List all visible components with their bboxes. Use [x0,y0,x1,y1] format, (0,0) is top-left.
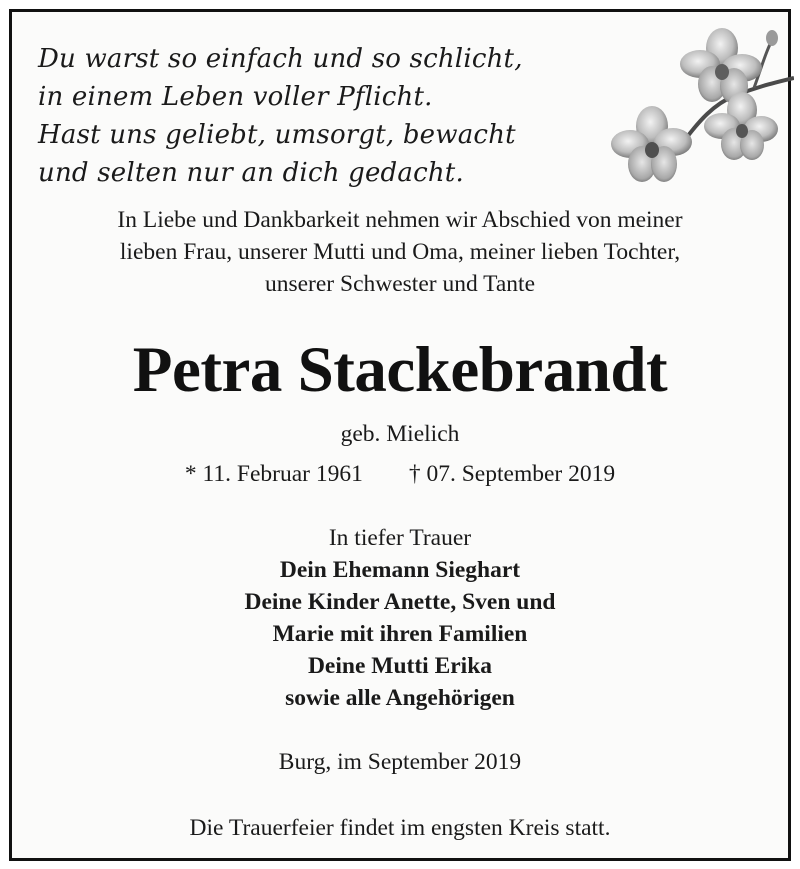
mourner-line: Deine Kinder Anette, Sven und [244,589,556,615]
birth-date: * 11. Februar 1961 [184,461,363,487]
mourner-line: Dein Ehemann Sieghart [279,557,521,583]
mourners-intro: In tiefer Trauer [328,525,472,551]
intro-line: lieben Frau, unserer Mutti und Oma, meiner lieben Tochter, [119,239,681,265]
poem [38,40,598,192]
place-date: Burg, im September 2019 [278,749,522,775]
orchid-flower-icon [604,26,794,206]
mourners [12,522,788,714]
life-dates [12,458,788,490]
intro-line: In Liebe und Dankbarkeit nehmen wir Abschied von meiner [117,207,683,233]
mourner-line: Deine Mutti Erika [307,653,493,679]
intro-line: unserer Schwester und Tante [264,271,536,297]
poem-line: Du warst so einfach und so schlicht, [38,44,523,74]
death-date: † 07. September 2019 [408,461,616,487]
mourner-line: sowie alle Angehörigen [285,685,515,711]
poem-line: in einem Leben voller Pflicht. [38,82,433,112]
deceased-name: Petra Stackebrandt [132,334,668,406]
poem-line: und selten nur an dich gedacht. [38,158,464,188]
funeral-note: Die Trauerfeier findet im engsten Kreis statt. [189,815,611,841]
birth-name: geb. Mielich [340,421,460,447]
intro-text [12,204,788,300]
poem-line: Hast uns geliebt, umsorgt, bewacht [38,120,516,150]
mourner-line: Marie mit ihren Familien [272,621,528,647]
obituary-frame [9,9,791,861]
